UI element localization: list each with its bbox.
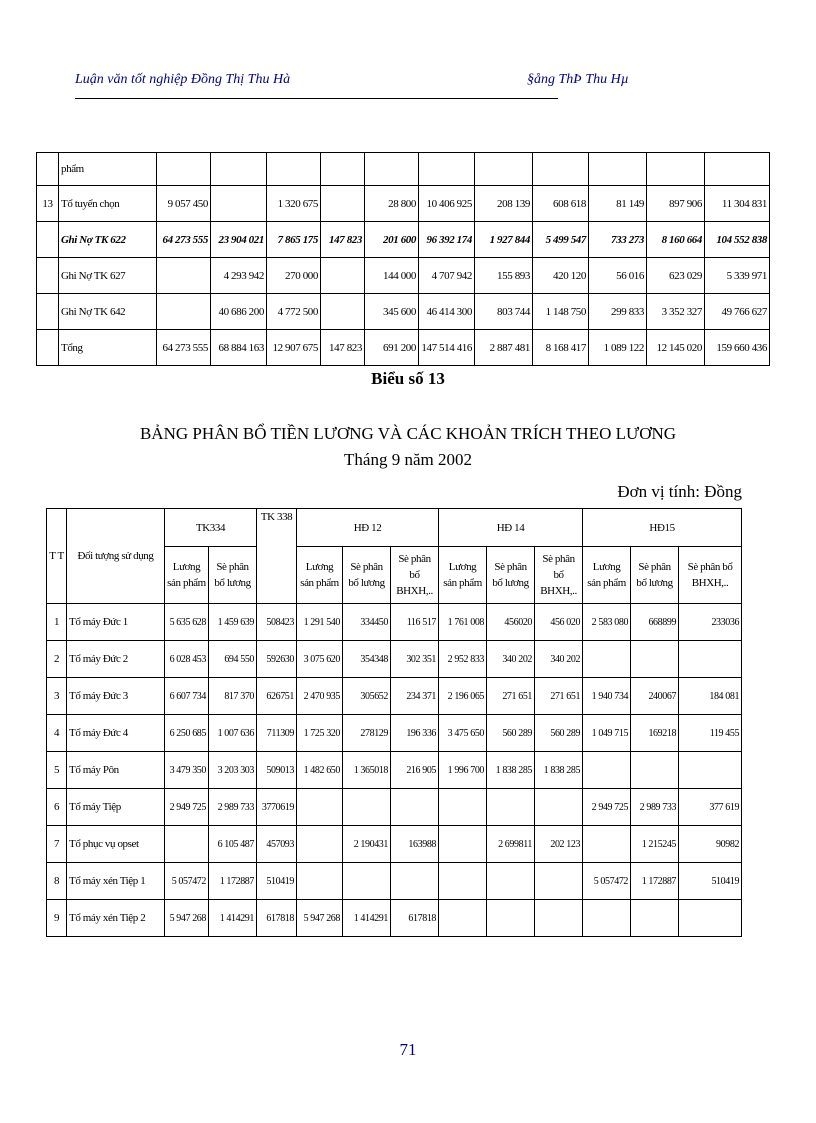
header-se-pb-luong: Sè phân bổ lương [209, 547, 257, 604]
table-cell [679, 752, 742, 789]
allocation-table [46, 508, 742, 937]
table-cell: 234 371 [391, 678, 439, 715]
table-cell: 64 273 555 [157, 330, 211, 366]
table-cell [343, 863, 391, 900]
row-label: Tổ máy Tiệp [67, 789, 165, 826]
table-cell [297, 863, 343, 900]
table-cell: 608 618 [533, 186, 589, 222]
table-cell [165, 826, 209, 863]
table-cell: 1 459 639 [209, 604, 257, 641]
table-cell: 2 952 833 [439, 641, 487, 678]
table-cell: 11 304 831 [705, 186, 770, 222]
table-cell: 8 168 417 [533, 330, 589, 366]
table-cell: 508423 [257, 604, 297, 641]
table-cell [475, 153, 533, 186]
table-cell: 46 414 300 [419, 294, 475, 330]
table-row [47, 863, 742, 900]
table-row [37, 222, 770, 258]
table-cell: 509013 [257, 752, 297, 789]
table-cell: 456 020 [535, 604, 583, 641]
unit-label: Đơn vị tính: Đồng [617, 482, 742, 501]
table-cell: 560 289 [487, 715, 535, 752]
page-title: BẢNG PHÂN BỔ TIỀN LƯƠNG VÀ CÁC KHOẢN TRÍCH THEO LƯƠNG [139, 424, 677, 443]
header-object: Đối tượng sử dụng [67, 509, 165, 604]
table-cell: 2 699811 [487, 826, 535, 863]
table-cell [157, 153, 211, 186]
header-se-pb-bhxh: Sè phân bổ BHXH,.. [391, 547, 439, 604]
table-row [37, 294, 770, 330]
table-row [37, 330, 770, 366]
header-tt: T T [47, 509, 67, 604]
table-cell [267, 153, 321, 186]
table-cell: 345 600 [365, 294, 419, 330]
table-row [47, 900, 742, 937]
table-row [47, 752, 742, 789]
table-cell: 340 202 [487, 641, 535, 678]
row-number: 9 [47, 900, 67, 937]
table-cell: 694 550 [209, 641, 257, 678]
row-number: 2 [47, 641, 67, 678]
table-cell: 144 000 [365, 258, 419, 294]
row-label: Tổ máy Đức 3 [67, 678, 165, 715]
table-cell: 1 761 008 [439, 604, 487, 641]
table-cell: 626751 [257, 678, 297, 715]
table-cell: 5 499 547 [533, 222, 589, 258]
row-label: Ghi Nợ TK 627 [59, 258, 157, 294]
table-cell [439, 900, 487, 937]
row-number: 3 [47, 678, 67, 715]
table-cell: 2 949 725 [165, 789, 209, 826]
row-number: 7 [47, 826, 67, 863]
table-cell [157, 258, 211, 294]
table-cell: 1 996 700 [439, 752, 487, 789]
table-cell: 4 293 942 [211, 258, 267, 294]
row-label: Tổng [59, 330, 157, 366]
table-cell: 9 057 450 [157, 186, 211, 222]
month-label: Tháng 9 năm 2002 [344, 450, 472, 469]
table-cell: 5 057472 [165, 863, 209, 900]
table-cell [535, 900, 583, 937]
table-cell: 5 339 971 [705, 258, 770, 294]
table-cell: 1 414291 [209, 900, 257, 937]
header-left: Luận văn tốt nghiệp Đồng Thị Thu Hà [75, 72, 291, 87]
table-cell: 1 007 636 [209, 715, 257, 752]
table-cell: 169218 [631, 715, 679, 752]
table-cell [321, 294, 365, 330]
table-cell: 202 123 [535, 826, 583, 863]
table-cell: 617818 [257, 900, 297, 937]
row-label: Tổ máy xén Tiệp 2 [67, 900, 165, 937]
table-cell [419, 153, 475, 186]
table-cell [365, 153, 419, 186]
table-cell: 510419 [679, 863, 742, 900]
table-cell [535, 863, 583, 900]
table-cell: 733 273 [589, 222, 647, 258]
table-cell [583, 826, 631, 863]
table-cell: 2 190431 [343, 826, 391, 863]
row-label: Ghi Nợ TK 642 [59, 294, 157, 330]
table-cell: 897 906 [647, 186, 705, 222]
table-cell: 116 517 [391, 604, 439, 641]
summary-table [36, 152, 770, 366]
table-cell: 302 351 [391, 641, 439, 678]
header-se-pb-bhxh: Sè phân bổ BHXH,.. [535, 547, 583, 604]
table-cell [679, 900, 742, 937]
table-cell: 305652 [343, 678, 391, 715]
row-number [37, 222, 59, 258]
table-cell: 377 619 [679, 789, 742, 826]
table-cell: 803 744 [475, 294, 533, 330]
header-hd15: HĐ15 [583, 509, 742, 547]
table-cell: 2 949 725 [583, 789, 631, 826]
table-cell: 2 583 080 [583, 604, 631, 641]
table-cell: 12 907 675 [267, 330, 321, 366]
row-number: 1 [47, 604, 67, 641]
table-cell [439, 863, 487, 900]
table-cell: 56 016 [589, 258, 647, 294]
row-number: 13 [37, 186, 59, 222]
table-cell: 420 120 [533, 258, 589, 294]
table-cell: 1 049 715 [583, 715, 631, 752]
table-cell [583, 752, 631, 789]
row-label: Ghi Nợ TK 622 [59, 222, 157, 258]
table-row [37, 153, 770, 186]
table-cell: 147 514 416 [419, 330, 475, 366]
table-row [47, 715, 742, 752]
table-cell: 456020 [487, 604, 535, 641]
table-cell [583, 641, 631, 678]
page-number: 71 [399, 1040, 417, 1059]
table-cell [321, 186, 365, 222]
table-cell: 3 075 620 [297, 641, 343, 678]
table-cell [679, 641, 742, 678]
row-label: Tổ máy xén Tiệp 1 [67, 863, 165, 900]
row-label: phẩm [59, 153, 157, 186]
table-cell: 3770619 [257, 789, 297, 826]
table-cell: 1 365018 [343, 752, 391, 789]
row-label: Tổ phục vụ opset [67, 826, 165, 863]
table-cell: 2 470 935 [297, 678, 343, 715]
table-cell [297, 789, 343, 826]
table-cell: 1 927 844 [475, 222, 533, 258]
row-label: Tổ máy Đức 2 [67, 641, 165, 678]
table-cell: 271 651 [535, 678, 583, 715]
table-cell: 147 823 [321, 330, 365, 366]
table-cell: 691 200 [365, 330, 419, 366]
table-cell [647, 153, 705, 186]
table-cell [211, 186, 267, 222]
table-cell: 592630 [257, 641, 297, 678]
row-number: 6 [47, 789, 67, 826]
table-cell: 1 148 750 [533, 294, 589, 330]
table-cell: 1 172887 [631, 863, 679, 900]
table-cell: 4 707 942 [419, 258, 475, 294]
header-hd14: HĐ 14 [439, 509, 583, 547]
table-row [37, 186, 770, 222]
table-cell [487, 900, 535, 937]
table-cell: 354348 [343, 641, 391, 678]
table-cell [535, 789, 583, 826]
row-number [37, 330, 59, 366]
table-row [47, 789, 742, 826]
table-cell: 68 884 163 [211, 330, 267, 366]
table-cell: 5 947 268 [165, 900, 209, 937]
table-cell [211, 153, 267, 186]
header-se-pb-luong: Sè phân bổ lương [343, 547, 391, 604]
table-cell: 147 823 [321, 222, 365, 258]
table-cell: 201 600 [365, 222, 419, 258]
table-cell: 6 250 685 [165, 715, 209, 752]
header-se-pb-bhxh: Sè phân bổ BHXH,.. [679, 547, 742, 604]
table-cell: 711309 [257, 715, 297, 752]
table-cell: 81 149 [589, 186, 647, 222]
table-cell [487, 863, 535, 900]
row-number: 4 [47, 715, 67, 752]
table-cell [631, 641, 679, 678]
table-cell [157, 294, 211, 330]
header-luong-sp: Lương sản phẩm [297, 547, 343, 604]
table-cell [321, 153, 365, 186]
table-cell [589, 153, 647, 186]
table-cell: 2 989 733 [209, 789, 257, 826]
table-cell [631, 900, 679, 937]
table-cell: 623 029 [647, 258, 705, 294]
table-cell: 817 370 [209, 678, 257, 715]
table-cell: 668899 [631, 604, 679, 641]
header-luong-sp: Lương sản phẩm [583, 547, 631, 604]
table-cell: 155 893 [475, 258, 533, 294]
header-luong-sp: Lương sản phẩm [165, 547, 209, 604]
header-tk334: TK334 [165, 509, 257, 547]
table-cell: 5 057472 [583, 863, 631, 900]
table-row [47, 604, 742, 641]
table-cell: 334450 [343, 604, 391, 641]
table-cell: 1 482 650 [297, 752, 343, 789]
table-cell: 1 320 675 [267, 186, 321, 222]
table-cell: 10 406 925 [419, 186, 475, 222]
row-label: Tổ tuyển chọn [59, 186, 157, 222]
header-luong-sp: Lương sản phẩm [439, 547, 487, 604]
table-cell: 159 660 436 [705, 330, 770, 366]
row-label: Tổ máy Đức 1 [67, 604, 165, 641]
table-cell [631, 752, 679, 789]
header-hd12: HĐ 12 [297, 509, 439, 547]
table-row [47, 641, 742, 678]
table-cell: 216 905 [391, 752, 439, 789]
table-cell: 3 475 650 [439, 715, 487, 752]
row-number [37, 258, 59, 294]
table-cell: 40 686 200 [211, 294, 267, 330]
table-row [47, 678, 742, 715]
table-cell [321, 258, 365, 294]
table-cell: 119 455 [679, 715, 742, 752]
table-cell [705, 153, 770, 186]
table-cell: 1 291 540 [297, 604, 343, 641]
table-cell: 1 172887 [209, 863, 257, 900]
table-cell: 510419 [257, 863, 297, 900]
table-cell: 1 940 734 [583, 678, 631, 715]
table-cell [439, 789, 487, 826]
table-cell: 1 725 320 [297, 715, 343, 752]
table-cell: 5 947 268 [297, 900, 343, 937]
table-label: Biểu số 13 [371, 369, 445, 388]
table-cell: 4 772 500 [267, 294, 321, 330]
table-cell: 104 552 838 [705, 222, 770, 258]
table-cell: 271 651 [487, 678, 535, 715]
table-cell: 1 838 285 [535, 752, 583, 789]
table-cell: 270 000 [267, 258, 321, 294]
table-cell: 2 196 065 [439, 678, 487, 715]
table-cell: 96 392 174 [419, 222, 475, 258]
table-cell: 7 865 175 [267, 222, 321, 258]
table-cell: 1 215245 [631, 826, 679, 863]
table-row [37, 258, 770, 294]
table-cell: 299 833 [589, 294, 647, 330]
table-cell [439, 826, 487, 863]
table-cell [391, 863, 439, 900]
row-number: 8 [47, 863, 67, 900]
table-cell: 196 336 [391, 715, 439, 752]
table-cell: 560 289 [535, 715, 583, 752]
table-cell: 12 145 020 [647, 330, 705, 366]
row-number [37, 294, 59, 330]
row-number [37, 153, 59, 186]
table-cell: 340 202 [535, 641, 583, 678]
table-cell: 90982 [679, 826, 742, 863]
table-cell: 6 607 734 [165, 678, 209, 715]
table-cell: 49 766 627 [705, 294, 770, 330]
row-label: Tổ máy Pôn [67, 752, 165, 789]
table-cell: 6 105 487 [209, 826, 257, 863]
table-cell: 278129 [343, 715, 391, 752]
table-cell: 3 479 350 [165, 752, 209, 789]
header-tk338: TK 338 [257, 509, 297, 604]
table-cell: 208 139 [475, 186, 533, 222]
table-cell: 1 838 285 [487, 752, 535, 789]
table-cell [487, 789, 535, 826]
table-cell: 233036 [679, 604, 742, 641]
table-cell [533, 153, 589, 186]
table-cell [583, 900, 631, 937]
table-cell: 3 203 303 [209, 752, 257, 789]
header-right: §ång ThÞ Thu Hµ [527, 72, 629, 87]
row-number: 5 [47, 752, 67, 789]
table-cell: 240067 [631, 678, 679, 715]
table-cell: 28 800 [365, 186, 419, 222]
table-cell: 2 887 481 [475, 330, 533, 366]
table-cell: 1 414291 [343, 900, 391, 937]
table-cell: 64 273 555 [157, 222, 211, 258]
table-row [47, 826, 742, 863]
table-cell: 5 635 628 [165, 604, 209, 641]
table-cell: 2 989 733 [631, 789, 679, 826]
header-se-pb-luong: Sè phân bổ lương [631, 547, 679, 604]
table-cell [297, 826, 343, 863]
table-cell: 457093 [257, 826, 297, 863]
table-cell: 1 089 122 [589, 330, 647, 366]
row-label: Tổ máy Đức 4 [67, 715, 165, 752]
table-cell: 617818 [391, 900, 439, 937]
header-se-pb-luong: Sè phân bổ lương [487, 547, 535, 604]
table-cell: 184 081 [679, 678, 742, 715]
table-cell: 163988 [391, 826, 439, 863]
table-cell: 3 352 327 [647, 294, 705, 330]
table-cell: 6 028 453 [165, 641, 209, 678]
header-divider [75, 98, 558, 99]
table-cell: 8 160 664 [647, 222, 705, 258]
table-cell [343, 789, 391, 826]
table-cell [391, 789, 439, 826]
table-cell: 23 904 021 [211, 222, 267, 258]
